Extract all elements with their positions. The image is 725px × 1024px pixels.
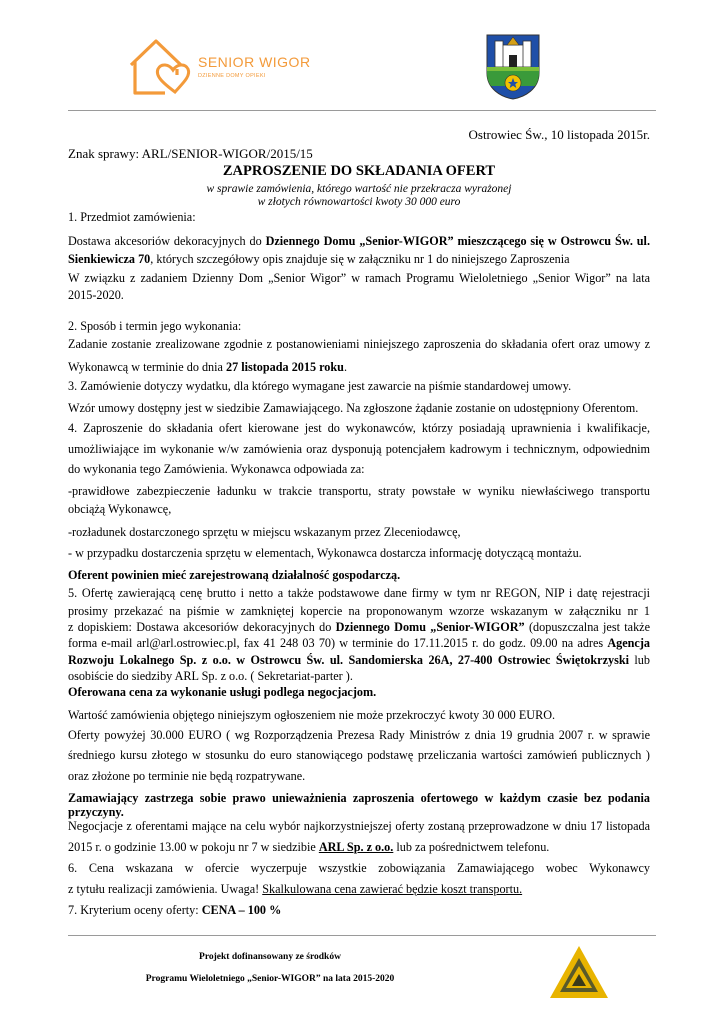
- section-4-line: -prawidłowe zabezpieczenie ładunku w trakcie transportu, straty powstałe w wyniku niewłaściwego transportu: [68, 484, 650, 498]
- value-line: średniego kursu złotego w stosunku do euro stanowiącego podstawę przeliczania wartości zamówień publicznych ): [68, 748, 650, 762]
- section-1-line: W związku z zadaniem Dzienny Dom „Senior Wigor” w ramach Programu Wieloletniego „Senior Wigor” na lata: [68, 271, 650, 285]
- case-number: Znak sprawy: ARL/SENIOR-WIGOR/2015/15: [68, 146, 313, 161]
- section-2-line: Wykonawcą w terminie do dnia 27 listopada 2015 roku.: [68, 360, 347, 374]
- document-title: ZAPROSZENIE DO SKŁADANIA OFERT: [222, 163, 496, 179]
- document-subtitle-2: w złotych równowartości kwoty 30 000 euro: [257, 196, 461, 208]
- footer-line-2: Programu Wieloletniego „Senior-WIGOR” na lata 2015-2020: [145, 974, 395, 984]
- section-1-line: Sienkiewicza 70, których szczegółowy opis znajduje się w załączniku nr 1 do niniejszego Zaproszenia: [68, 252, 570, 266]
- header-divider: [68, 110, 656, 111]
- section-5-line: Rozwoju Lokalnego Sp. z o.o. w Ostrowcu Św. ul. Sandomierska 26A, 27-400 Ostrowiec Świętokrzyski lub: [68, 653, 650, 667]
- section-1-line: Dostawa akcesoriów dekoracyjnych do Dziennego Domu „Senior-WIGOR” mieszczącego się w Ostrowcu Św. ul.: [68, 234, 650, 248]
- place-date: Ostrowiec Św., 10 listopada 2015r.: [468, 127, 650, 142]
- negotiation-line: Negocjacje z oferentami mające na celu wybór najkorzystniejszej oferty zostaną przeprowadzone w dniu 17 listopada: [68, 819, 650, 833]
- section-2-heading: 2. Sposób i termin jego wykonania:: [68, 319, 242, 333]
- section-4-line: umożliwiające im wykonanie w/w zamówienia oraz dysponują potencjałem kadrowym i technicznym, odpowiednim: [68, 442, 650, 456]
- coat-of-arms-icon: [485, 33, 541, 101]
- document-subtitle-1: w sprawie zamówienia, którego wartość nie przekracza wyrażonej: [206, 183, 512, 195]
- footer-line-1: Projekt dofinansowany ze środków: [199, 952, 341, 962]
- section-5-line: 5. Ofertę zawierającą cenę brutto i netto a także podstawowe dane firmy w tym nr REGON, NIP i datę rejestracji: [68, 586, 650, 600]
- brand-name: SENIOR WIGOR: [198, 54, 311, 70]
- value-line: Wartość zamówienia objętego niniejszym ogłoszeniem nie może przekroczyć kwoty 30 000 EURO.: [68, 708, 556, 722]
- section-4-line: Oferent powinien mieć zarejestrowaną działalność gospodarczą.: [68, 568, 401, 582]
- section-1-line: 2015-2020.: [68, 288, 124, 302]
- footer-divider: [68, 935, 656, 936]
- negotiation-line: 2015 r. o godzinie 13.00 w pokoju nr 7 w siedzibie ARL Sp. z o.o. lub za pośrednictwem telefonu.: [68, 840, 550, 854]
- section-5-line: z dopiskiem: Dostawa akcesoriów dekoracyjnych do Dziennego Domu „Senior-WIGOR” (dopuszczalna jest także: [68, 620, 650, 634]
- section-1-heading: 1. Przedmiot zamówienia:: [68, 210, 196, 224]
- section-7-line: 7. Kryterium oceny oferty: CENA – 100 %: [68, 903, 282, 917]
- house-heart-logo-icon: [125, 35, 197, 97]
- reservation-line: Zamawiający zastrzega sobie prawo unieważnienia zaproszenia ofertowego w każdym czasie bez podania: [68, 791, 650, 805]
- section-5-line: Oferowana cena za wykonanie usługi podlega negocjacjom.: [68, 685, 377, 699]
- section-6-line: z tytułu realizacji zamówienia. Uwaga! Skalkulowana cena zawierać będzie koszt transportu.: [68, 882, 523, 896]
- brand-tagline: DZIENNE DOMY OPIEKI: [198, 73, 266, 79]
- section-5-line: prosimy przekazać na piśmie w zamkniętej kopercie na proponowanym wzorze wskazanym w załączniku nr 1: [68, 604, 650, 618]
- program-triangle-logo-icon: [548, 944, 610, 1000]
- section-4-line: 4. Zaproszenie do składania ofert kierowane jest do wykonawców, którzy posiadają uprawnienia i kwalifikacje,: [68, 421, 650, 435]
- reservation-line: przyczyny.: [68, 805, 124, 819]
- section-4-line: - w przypadku dostarczenia sprzętu w elementach, Wykonawca dostarcza informację dotyczącą montażu.: [68, 546, 582, 560]
- section-5-line: forma e-mail arl@arl.ostrowiec.pl, fax 41 248 03 70) w terminie do 17.11.2015 r. do godz. 09.00 na adres Agencja: [68, 636, 650, 650]
- section-4-line: -rozładunek dostarczonego sprzętu w miejscu wskazanym przez Zleceniodawcę,: [68, 525, 461, 539]
- section-5-line: osobiście do siedziby ARL Sp. z o.o. ( Sekretariat-parter ).: [68, 669, 353, 683]
- section-3-line: Wzór umowy dostępny jest w siedzibie Zamawiającego. Na zgłoszone żądanie zostanie on udostępniony Oferentom.: [68, 401, 639, 415]
- value-line: oraz złożone po terminie nie będą rozpatrywane.: [68, 769, 306, 783]
- section-2-line: Zadanie zostanie zrealizowane zgodnie z postanowieniami niniejszego zaproszenia do składania ofert oraz umowy z: [68, 337, 650, 351]
- section-6-line: 6. Cena wskazana w ofercie wyczerpuje wszystkie zobowiązania Zamawiającego wobec Wykonawcy: [68, 861, 650, 875]
- section-4-line: do wykonania tego Zamówienia. Wykonawca odpowiada za:: [68, 462, 365, 476]
- section-3-line: 3. Zamówienie dotyczy wydatku, dla którego wymagane jest zawarcie na piśmie standardowej umowy.: [68, 379, 572, 393]
- section-4-line: obciążą Wykonawcę,: [68, 502, 172, 516]
- value-line: Oferty powyżej 30.000 EURO ( wg Rozporządzenia Prezesa Rady Ministrów z dnia 19 grudnia 2007 r. w sprawie: [68, 728, 650, 742]
